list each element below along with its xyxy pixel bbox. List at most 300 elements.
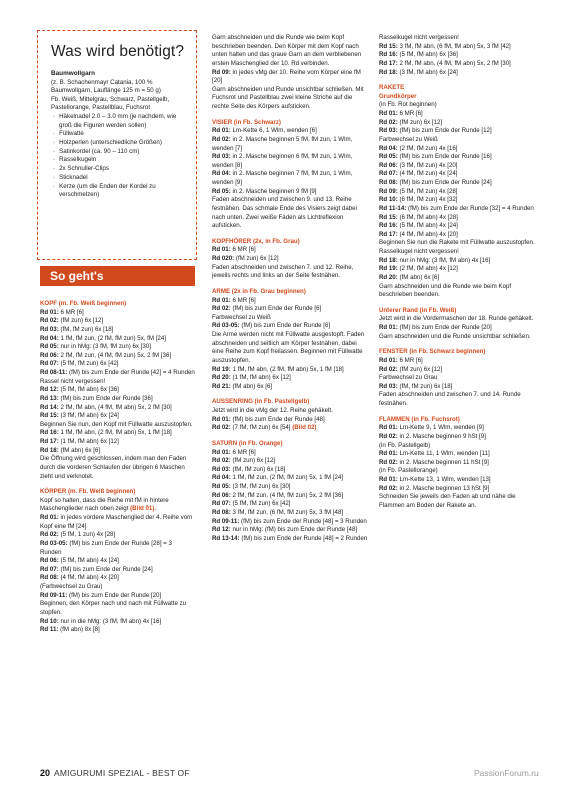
row-text: 6 MR [6]: [232, 246, 256, 254]
row-text: 3 fM, fM abn, (6 fM, fM abn) 5x, 3 fM [42]: [399, 42, 511, 50]
row-text: Lm-Kette 11, 1 Wlm, wenden [11]: [399, 450, 490, 458]
pattern-row: [212, 255, 369, 264]
pattern-row: [212, 449, 369, 458]
row-text: (fM, fM zun) 6x [18]: [60, 325, 114, 333]
row-text: (1 fM, fM abn) 6x [12]: [60, 438, 119, 445]
paragraph-text: Die Arme werden nicht mit Füllwatte ausgestopft. Faden abschneiden und seitlich am Körper festnähen, dabei eine Reihe zum Kopf freilassen. Beginnen mit Füllwatte auszustopfen.: [212, 331, 365, 364]
pattern-row: [40, 404, 195, 413]
row-label: Rd 18:: [40, 446, 59, 454]
row-label: Rd 08:: [40, 574, 59, 582]
paragraph: [379, 374, 537, 383]
row-label: Rd 20:: [212, 374, 231, 382]
paragraph: [379, 34, 537, 43]
pattern-row: [212, 127, 369, 136]
row-label: Rd 03-05:: [40, 539, 68, 547]
row-text: (fM zun) 6x [12]: [235, 255, 279, 262]
row-label: Rd 02:: [212, 135, 231, 143]
row-text: (6 fM, fM abn) 4x [28]: [399, 213, 458, 221]
row-label: Rd 02:: [379, 432, 398, 440]
pattern-row: [379, 196, 537, 205]
paragraph-text: Garn abschneiden und die Runde wie beim Kopf beschrieben beenden. Den Körper mit dem Kopf nach unten halten und das graue Garn an dem verbliebenen ersten Maschenglied der 10. Rd verbinden.: [212, 34, 362, 67]
paragraph: [212, 86, 369, 112]
row-text: (fM, fM zun) 6x [18]: [399, 382, 453, 390]
section-heading: Grundkörper: [379, 92, 417, 100]
pattern-row: [40, 447, 195, 456]
pattern-row: [40, 566, 195, 575]
pattern-row: [212, 305, 369, 314]
paragraph-text: Schneiden Sie jeweils den Faden ab und nähe die Flammen am Boden der Rakete an.: [379, 493, 516, 509]
row-text: in 2. Masche beginnen 7 fM, fM zun, 1 Wlm, wenden [9]: [212, 170, 353, 186]
section-heading: RAKETE: [379, 84, 405, 92]
pattern-row: [379, 265, 537, 274]
pattern-row: [40, 395, 195, 404]
paragraph: [212, 34, 369, 69]
row-label: Rd 01:: [212, 448, 231, 456]
list-item: · Holzperlen (unterschiedliche Größen): [51, 139, 188, 148]
row-text: (fM zun) 6x [12]: [399, 365, 443, 373]
pattern-row: [379, 485, 537, 494]
row-label: Rd 17:: [379, 59, 398, 67]
row-text: (fM) bis zum Ende der Runde [48] = 3 Runden: [241, 517, 367, 525]
row-text: (2 fM, fM abn) 4x [12]: [399, 265, 458, 273]
row-text: 1 fM, fM abn, (2 fM, fM abn) 5x, 1 fM [18]: [232, 365, 344, 373]
pattern-row: [212, 492, 369, 501]
pattern-row: [40, 412, 195, 421]
paragraph-text: (in Fb. Pastellorange): [379, 467, 438, 475]
paragraph-text: (Farbwechsel zu Grau): [40, 583, 103, 590]
material-title: Baumwollgarn: [51, 70, 96, 77]
row-label: Rd 03:: [379, 382, 398, 390]
row-label: Rd 05:: [379, 153, 398, 161]
paragraph-text: Jetzt wird in die Vordermaschen der 18. Runde gehäkelt.: [379, 315, 534, 323]
row-label: Rd 06:: [40, 557, 59, 565]
row-label: Rd 09-11:: [212, 517, 240, 525]
row-label: Rd 10:: [40, 617, 59, 625]
row-text: (fM) bis zum Ende der Runde [32] = 4 Runden: [408, 204, 534, 212]
pattern-row: [379, 450, 537, 459]
row-text: (fM) bis zum Ende der Runde [6]: [232, 305, 322, 313]
pattern-row: [40, 531, 195, 540]
row-text: Lm-Kette 13, 1 Wlm, wenden [13]: [399, 476, 491, 483]
row-text: (4 fM, fM abn) 4x [20]: [60, 574, 119, 582]
row-label: Rd 15:: [379, 213, 398, 221]
row-text: (5 fM, fM zun) 6x [42]: [60, 360, 119, 368]
row-label: Rd 01:: [379, 450, 398, 458]
row-label: Rd 06:: [212, 491, 231, 499]
paragraph-text: (in Fb. Pastellgelb): [379, 441, 431, 449]
list-item: · Satinkordel (ca. 90 – 110 cm): [51, 148, 188, 157]
row-label: Rd 02:: [379, 365, 398, 373]
paragraph: [379, 136, 537, 145]
row-text: (5 fM, 1 zun) 4x [28]: [60, 531, 116, 539]
row-text: (fM) bis zum Ende der Runde [48] = 2 Runden: [241, 534, 368, 542]
row-text: (fM abn) 8x [8]: [60, 626, 100, 634]
pattern-row: [379, 459, 537, 468]
pattern-row: [379, 188, 537, 197]
paragraph-text: Farbwechsel zu Grau: [379, 374, 438, 382]
pattern-row: [40, 360, 195, 369]
row-text: 1 fM, fM zun, (2 fM, fM zun) 5x, fM [24]: [60, 334, 166, 342]
pattern-row: [40, 438, 195, 447]
row-label: Rd 020:: [212, 255, 235, 262]
pattern-row: [379, 60, 537, 69]
row-text: (fM zun) 6x [12]: [399, 118, 443, 126]
row-text: (fM) bis zum Ende der Runde [6]: [241, 322, 331, 330]
paragraph-text: Garn abschneiden und die Runde wie beim Kopf beschrieben beenden.: [379, 282, 512, 299]
paragraph-text: Die Öffnung wird geschlossen, indem man den Faden durch die vorderen Schlaufen der übrigen 6 Maschen zieht und verknotet.: [40, 455, 187, 480]
row-text: 2 fM, fM zun, (4 fM, fM zun) 5x, 2 fM [36]: [60, 351, 172, 359]
list-item: · Häkelnadel 2.0 – 3.0 mm (je nachdem, wie groß die Figuren werden sollen): [51, 113, 188, 130]
pattern-row: [379, 231, 537, 240]
row-label: Rd 02:: [379, 118, 398, 126]
paragraph-text: Faden abschneiden und zwischen 9. und 13. Reihe festnähen. Das schmale Ende des Visiers zeigt dabei nach unten. Zwei weiße Fäden als Lichtreflexion aufsticken.: [212, 196, 357, 230]
row-text: (5 fM, fM abn) 4x [24]: [399, 222, 458, 230]
row-label: Rd 02:: [40, 531, 59, 539]
instructions-column-1: [40, 293, 195, 635]
row-label: Rd 04:: [212, 474, 231, 482]
pattern-row: [212, 297, 369, 306]
paragraph: [212, 196, 369, 231]
pattern-row: [40, 592, 195, 601]
row-text: (5 fM, fM zun) 6x [42]: [232, 500, 291, 508]
pattern-row: [379, 433, 537, 442]
row-label: Rd 11-14:: [379, 204, 407, 212]
paragraph: [40, 421, 195, 430]
section-heading: SATURN (in Fb. Orange): [212, 439, 283, 447]
pattern-row: [379, 205, 537, 214]
paragraph: [379, 493, 537, 510]
row-label: Rd 21:: [212, 382, 231, 390]
row-label: Rd 20:: [379, 273, 398, 281]
pattern-row: [212, 526, 369, 535]
row-label: Rd 05:: [212, 483, 231, 490]
row-text: (4 fM, fM zun) 4x [24]: [399, 170, 458, 178]
row-text: nur in hMg: (3 fM, fM zun) 6x [30]: [60, 343, 151, 351]
pattern-row: [212, 383, 369, 392]
instructions-column-3: [379, 34, 537, 511]
row-label: Rd 03:: [212, 153, 231, 161]
pattern-row: [40, 618, 195, 627]
row-text: (fM abn) 6x [6]: [60, 446, 101, 454]
page-number: 20: [40, 768, 51, 778]
row-label: Rd 19:: [379, 265, 398, 273]
row-text: (4 fM, fM abn) 4x [20]: [399, 230, 458, 238]
paragraph: [379, 333, 537, 342]
row-text: (3 fM, fM zun) 4x [20]: [399, 161, 458, 169]
row-label: Rd 04:: [379, 144, 398, 152]
section-heading: FENSTER (in Fb. Schwarz beginnen): [379, 348, 486, 356]
pattern-row: [40, 317, 195, 326]
pattern-row: [40, 352, 195, 361]
row-label: Rd 05:: [212, 187, 231, 195]
row-label: Rd 16:: [379, 51, 398, 59]
pattern-row: [379, 357, 537, 366]
row-label: Rd 12:: [40, 386, 59, 394]
row-label: Rd 16:: [379, 222, 398, 230]
image-reference: (Bild 02): [292, 424, 317, 432]
magazine-title: AMIGURUMI SPEZIAL - BEST OF: [54, 768, 190, 778]
pattern-row: [379, 162, 537, 171]
paragraph-text: Farbwechsel zu Weiß: [379, 135, 438, 143]
paragraph-text: (in Fb. Rot beginnen): [379, 101, 437, 109]
paragraph: [212, 407, 369, 416]
row-label: Rd 14:: [40, 403, 59, 411]
row-label: Rd 01:: [40, 514, 59, 521]
row-label: Rd 02:: [212, 457, 231, 465]
row-text: (5 fM, fM zun) 4x [28]: [399, 187, 458, 195]
paragraph: [379, 315, 537, 324]
pattern-row: [40, 335, 195, 344]
row-text: in 2. Masche beginnen 13 hSt [9]: [399, 484, 490, 492]
row-label: Rd 01:: [212, 296, 231, 304]
paragraph-text: Garn abschneiden und die Runde unsichtbar schließen.: [379, 332, 531, 340]
paragraph-text: Rassel nicht vergessen!: [40, 377, 106, 385]
pattern-row: [379, 153, 537, 162]
row-label: Rd 17:: [379, 230, 398, 238]
row-text: (fM zun) 6x [12]: [60, 317, 104, 325]
pattern-row: [379, 43, 537, 52]
row-text: (2 fM, fM zun) 4x [16]: [399, 144, 458, 152]
pattern-row: [212, 457, 369, 466]
paragraph: [212, 264, 369, 281]
row-text: 6 MR [6]: [399, 356, 423, 364]
pattern-row: [379, 366, 537, 375]
paragraph-text: Rasselkugel nicht vergessen!: [379, 34, 459, 41]
row-text: (fM) bis zum Ende der Runde [48]: [232, 415, 325, 423]
pattern-row: [212, 170, 369, 187]
paragraph: [379, 239, 537, 256]
row-text: in 2. Masche beginnen 11 hSt [9]: [399, 458, 489, 466]
pattern-row: [379, 119, 537, 128]
pattern-row: [212, 509, 369, 518]
pattern-row: [379, 324, 537, 333]
material-line: (z. B. Schachenmayr Catania, 100 %: [51, 78, 153, 86]
pattern-row: [212, 69, 369, 86]
pattern-row: [40, 626, 195, 635]
pattern-row: [212, 246, 369, 255]
paragraph: [379, 442, 537, 451]
row-label: Rd 12:: [212, 526, 231, 534]
pattern-row: [212, 474, 369, 483]
row-label: Rd 09:: [379, 187, 398, 195]
pattern-row: [40, 557, 195, 566]
paragraph-text: Beginnen, den Körper nach und nach mit Füllwatte zu stopfen.: [40, 600, 187, 616]
row-text: (1 fM, fM abn) 6x [12]: [232, 374, 291, 382]
section-heading: KÖRPER (m. Fb. Weiß beginnen): [40, 488, 136, 496]
materials-list: [51, 113, 188, 200]
row-text: (3 fM, fM abn) 6x [24]: [60, 412, 119, 420]
paragraph-text: Garn abschneiden und Runde unsichtbar schließen. Mit Fuchsrot und Pastellblau zwei kleine Striche auf die rechte Seite des Körpers aufsticken.: [212, 85, 364, 110]
pattern-row: [40, 343, 195, 352]
pattern-row: [40, 540, 195, 557]
row-text: nur in die hMg: (3 fM, fM abn) 4x [16]: [60, 617, 162, 625]
paragraph: [40, 583, 195, 592]
row-label: Rd 15:: [40, 412, 59, 420]
row-label: Rd 07:: [379, 170, 398, 178]
pattern-row: [379, 110, 537, 119]
row-text: (fM) bis zum Ende der Runde [24]: [60, 565, 153, 573]
material-line: Pastellorange, Pastellblau, Fuchsrot: [51, 104, 151, 112]
list-item: · 2x Schnuller-Clips: [51, 165, 188, 174]
list-item: · Rasselkugeln: [51, 156, 188, 165]
pattern-row: [40, 326, 195, 335]
row-text: 2 fM, fM abn, (4 fM, fM abn) 5x, 2 fM [30]: [60, 403, 172, 411]
paragraph-text: Faden abschneiden und zwischen 7. und 14. Runde festnähen.: [379, 391, 521, 407]
image-reference: (Bild 01).: [130, 505, 157, 513]
row-text: (fM) bis zum Ende der Runde [20]: [69, 591, 162, 599]
section-heading: FLAMMEN (in Fb. Fuchsrot): [379, 415, 460, 423]
pattern-row: [379, 51, 537, 60]
row-label: Rd 17:: [40, 438, 59, 445]
row-text: 6 MR [6]: [60, 308, 84, 316]
row-text: nur in hMg: (3 fM, fM abn) 4x [16]: [399, 256, 491, 264]
pattern-row: [40, 574, 195, 583]
row-label: Rd 04:: [212, 170, 231, 178]
pattern-row: [379, 274, 537, 283]
paragraph-text: Beginnen Sie nun die Rakete mit Füllwatte auszustopfen. Rasselkugel nicht vergessen!: [379, 239, 535, 255]
paragraph: [212, 314, 369, 323]
pattern-row: [40, 369, 195, 378]
pattern-row: [212, 466, 369, 475]
row-label: Rd 15:: [379, 42, 398, 50]
row-label: Rd 02:: [40, 317, 59, 325]
row-label: Rd 11:: [40, 626, 59, 634]
row-label: Rd 01:: [379, 476, 398, 483]
pattern-row: [212, 500, 369, 509]
paragraph-text: Beginnen Sie nun, den Kopf mit Füllwatte auszustopfen.: [40, 420, 193, 428]
row-text: in jedes vMg der 10. Reihe vom Körper eine fM [20]: [212, 68, 361, 85]
row-label: Rd 01:: [379, 324, 398, 331]
paragraph: [379, 283, 537, 300]
row-label: Rd 06:: [40, 351, 59, 359]
list-item: · Kerze (um die Enden der Kordel zu verschmelzen): [51, 183, 188, 200]
row-text: (5 fM, fM abn) 4x [24]: [60, 557, 119, 565]
pattern-row: [212, 483, 369, 492]
row-text: (6 fM, fM zun) 4x [32]: [399, 196, 458, 204]
row-label: Rd 07:: [212, 500, 231, 508]
row-label: Rd 03:: [379, 127, 398, 135]
row-label: Rd 01:: [379, 356, 398, 364]
pattern-row: [40, 386, 195, 395]
pattern-row: [379, 170, 537, 179]
row-label: Rd 06:: [379, 161, 398, 169]
row-text: (3 fM, fM abn) 6x [24]: [399, 68, 458, 76]
row-label: Rd 04:: [40, 334, 59, 342]
pattern-row: [40, 514, 195, 531]
row-text: in 2. Masche beginnen 5 fM, fM zun, 1 Wlm, wenden [7]: [212, 135, 353, 152]
row-text: (7 fM, fM zun) 6x [54]: [232, 424, 291, 432]
row-label: Rd 18:: [379, 256, 398, 264]
row-label: Rd 16:: [40, 429, 59, 437]
row-text: (fM abn) 6x [6]: [232, 382, 273, 390]
paragraph: [40, 455, 195, 481]
paragraph-text: Farbwechsel zu Weiß: [212, 313, 271, 321]
row-text: nur in hMg: (fM) bis zum Ende der Runde [48]: [232, 526, 358, 534]
row-label: Rd 02:: [379, 458, 398, 466]
pattern-row: [40, 429, 195, 438]
row-text: (fM, fM zun) 6x [18]: [232, 465, 286, 473]
paragraph: [40, 378, 195, 387]
pattern-row: [212, 424, 369, 433]
pattern-row: [379, 127, 537, 136]
pattern-row: [379, 257, 537, 266]
row-text: in 2. Masche beginnen 9 hSt [9]: [399, 432, 486, 440]
row-text: 1 fM, fM zun, (2 fM, fM zun) 5x, 1 fM [24]: [232, 474, 344, 482]
row-label: Rd 08:: [379, 179, 398, 186]
row-label: Rd 01:: [379, 424, 398, 432]
pattern-row: [379, 179, 537, 188]
row-label: Rd 02:: [212, 305, 231, 313]
paragraph: [379, 391, 537, 408]
row-label: Rd 03:: [40, 325, 59, 333]
row-label: Rd 07:: [40, 565, 59, 573]
row-text: Lm-Kette 9, 1 Wlm, wenden [9]: [399, 424, 484, 432]
pattern-row: [212, 518, 369, 527]
pattern-row: [212, 136, 369, 153]
row-text: 6 MR [6]: [399, 110, 423, 117]
pattern-row: [379, 476, 537, 485]
row-text: (fM) bis zum Ende der Runde [16]: [399, 153, 492, 161]
paragraph-text: Kopf so halten, dass die Reihe mit fM in hintere Maschenglieder nach oben zeigt: [40, 496, 169, 513]
row-text: (fM zun) 6x [12]: [232, 457, 276, 465]
material-block: [51, 70, 188, 113]
row-text: (3 fM, fM zun) 6x [30]: [232, 483, 291, 490]
row-label: Rd 18:: [379, 68, 398, 76]
materials-title: Was wird benötigt?: [51, 43, 185, 60]
pattern-row: [379, 214, 537, 223]
materials-box: [37, 30, 197, 260]
watermark: PassionForum.ru: [474, 768, 539, 778]
pattern-row: [379, 383, 537, 392]
material-line: Fb. Weiß, Mittelgrau, Schwarz, Pastellgelb,: [51, 95, 170, 103]
list-item: · Sticknadel: [51, 174, 188, 183]
row-text: in 2. Masche beginnen 9 fM [9]: [232, 187, 317, 195]
pattern-row: [212, 535, 369, 544]
row-label: Rd 03:: [212, 465, 231, 473]
row-text: 6 MR [6]: [232, 448, 256, 456]
row-label: Rd 08-11:: [40, 369, 68, 376]
row-label: Rd 08:: [212, 508, 231, 516]
pattern-row: [212, 322, 369, 331]
paragraph-text: Faden abschneiden und zwischen 7. und 12. Reihe, jeweils rechts und links an der Seite festnähen.: [212, 263, 354, 280]
pattern-row: [212, 416, 369, 425]
paragraph: [40, 497, 195, 514]
row-text: 2 fM, fM zun, (4 fM, fM zun) 5x, 2 fM [36]: [232, 491, 344, 499]
section-heading: Unterer Rand (in Fb. Weiß): [379, 306, 457, 314]
row-text: (fM) bis zum Ende der Runde [36]: [60, 394, 153, 402]
list-item: · Füllwatte: [51, 130, 188, 139]
instructions-banner: So geht's: [40, 266, 195, 286]
paragraph-text: Jetzt wird in die vMg der 12. Reihe gehäkelt.: [212, 407, 333, 414]
row-label: Rd 09-11:: [40, 591, 68, 599]
row-text: (fM) bis zum Ende der Runde [12]: [399, 127, 492, 135]
row-label: Rd 10:: [379, 196, 398, 204]
paragraph: [379, 101, 537, 110]
section-heading: AUSSENRING (in Fb. Pastellgelb): [212, 398, 310, 406]
row-text: (fM) bis zum Ende der Runde [42] = 4 Runden: [69, 369, 195, 376]
paragraph: [212, 331, 369, 366]
pattern-row: [212, 153, 369, 170]
row-label: Rd 13:: [40, 394, 59, 402]
paragraph: [379, 467, 537, 476]
row-label: Rd 02:: [212, 424, 231, 432]
pattern-row: [212, 374, 369, 383]
section-heading: KOPF (m. Fb. Weiß beginnen): [40, 300, 127, 307]
row-text: (5 fM, fM abn) 6x [36]: [60, 386, 119, 394]
section-heading: ARME (2x in Fb. Grau beginnen): [212, 287, 306, 295]
row-text: 3 fM, fM zun, (6 fM, fM zun) 5x, 3 fM [48]: [232, 508, 344, 516]
section-heading: VISIER (in Fb. Schwarz): [212, 118, 281, 126]
